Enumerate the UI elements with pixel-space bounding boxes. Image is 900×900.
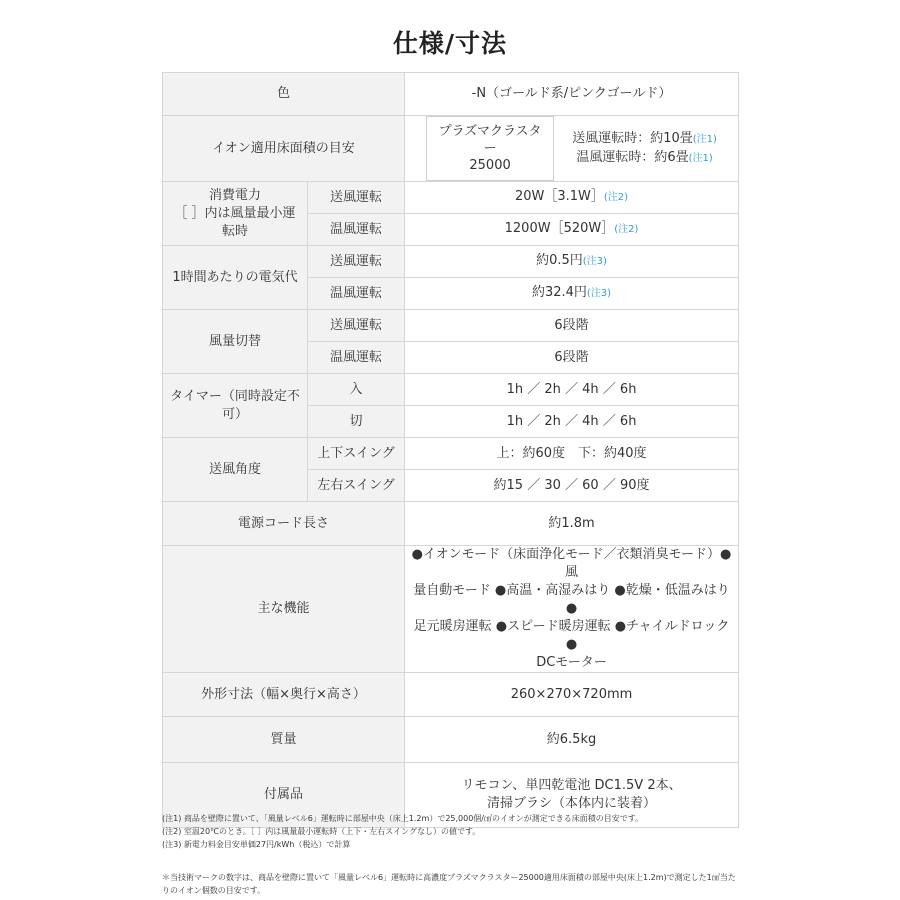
footnotes <box>162 812 752 897</box>
row-airflow-fan <box>163 310 739 342</box>
features-line2: 量自動モード ●高温・高湿みはり ●乾燥・低温みはり ● <box>413 583 730 616</box>
features-line4: DCモーター <box>536 655 607 670</box>
cost-label: 1時間あたりの電気代 <box>163 246 308 310</box>
features-value <box>405 546 739 673</box>
power-label-line2: ［ ］内は風量最小運転時 <box>174 205 296 239</box>
cost-heat-text: 約32.4円 <box>531 285 587 300</box>
timer-label: タイマー（同時設定不可） <box>163 374 308 438</box>
angle-label: 送風角度 <box>163 438 308 502</box>
angle-horizontal-label: 左右スイング <box>308 470 405 502</box>
weight-label: 質量 <box>163 717 405 763</box>
row-ion-area <box>163 116 739 182</box>
accessories-label: 付属品 <box>163 763 405 828</box>
color-value: -N（ゴールド系/ピンクゴールド） <box>405 73 739 116</box>
page-title: 仕様/寸法 <box>392 29 508 58</box>
angle-vertical-value: 上：約60度 下：約40度 <box>405 438 739 470</box>
airflow-fan-label: 送風運転 <box>308 310 405 342</box>
power-fan-value <box>405 182 739 214</box>
airflow-label: 風量切替 <box>163 310 308 374</box>
cost-heat-label: 温風運転 <box>308 278 405 310</box>
cost-heat-note: (注3) <box>586 288 612 299</box>
timer-off-label: 切 <box>308 406 405 438</box>
features-line3: 足元暖房運転 ●スピード暖房運転 ●チャイルドロック ● <box>413 619 730 652</box>
cost-fan-value <box>405 246 739 278</box>
power-fan-text: 20W［3.1W］ <box>514 189 604 204</box>
row-dimensions <box>163 673 739 717</box>
plasma-cluster-box <box>426 116 554 181</box>
fan-area-note: (注1) <box>692 133 717 145</box>
fan-area-text: 送風運転時：約10畳 <box>572 130 693 146</box>
power-fan-label: 送風運転 <box>308 182 405 214</box>
row-weight <box>163 717 739 763</box>
cost-fan-note: (注3) <box>582 256 607 267</box>
color-label: 色 <box>163 73 405 116</box>
power-label <box>163 182 308 246</box>
footnote-2: (注2) 室温20℃のとき。［ ］内は風量最小運転時（上下・左右スイングなし）の値です。 <box>162 827 481 836</box>
power-heat-note: (注2) <box>614 224 639 235</box>
cord-label: 電源コード長さ <box>163 502 405 546</box>
cost-fan-label: 送風運転 <box>308 246 405 278</box>
power-fan-note: (注2) <box>603 192 629 203</box>
footnote-3: (注3) 新電力料金目安単価27円/kWh（税込）で計算 <box>162 840 351 849</box>
features-label: 主な機能 <box>163 546 405 673</box>
row-color <box>163 73 739 116</box>
row-cost-fan <box>163 246 739 278</box>
footnote-1: (注1) 商品を壁際に置いて、「風量レベル6」運転時に部屋中央（床上1.2m）で25,000個/㎤のイオンが測定できる床面積の目安です。 <box>162 814 644 823</box>
row-angle-vertical <box>163 438 739 470</box>
angle-vertical-label: 上下スイング <box>308 438 405 470</box>
airflow-fan-value: 6段階 <box>405 310 739 342</box>
timer-on-value: 1h ／ 2h ／ 4h ／ 6h <box>405 374 739 406</box>
power-label-line1: 消費電力 <box>208 187 261 203</box>
dimensions-value: 260×270×720mm <box>405 673 739 717</box>
cost-fan-text: 約0.5円 <box>536 253 583 268</box>
dimensions-label: 外形寸法（幅×奥行×高さ） <box>163 673 405 717</box>
heat-area-note: (注1) <box>688 152 713 164</box>
cord-value: 約1.8m <box>405 502 739 546</box>
power-heat-text: 1200W［520W］ <box>504 221 615 236</box>
power-heat-value <box>405 214 739 246</box>
power-heat-label: 温風運転 <box>308 214 405 246</box>
ion-area-label: イオン適用床面積の目安 <box>163 116 405 182</box>
weight-value: 約6.5kg <box>405 717 739 763</box>
timer-on-label: 入 <box>308 374 405 406</box>
spec-table <box>162 72 739 828</box>
row-cord <box>163 502 739 546</box>
mark-note-line1: ＊当技術マークの数字は、商品を壁際に置いて「風量レベル6」運転時に高濃度プラズマクラスター25000適用床面積の部屋中央(床上1.2m)で測定した1㎤当た <box>162 873 736 882</box>
accessories-line1: リモコン、単四乾電池 DC1.5V 2本、 <box>461 778 682 793</box>
row-timer-on <box>163 374 739 406</box>
plasma-box-line1: プラズマクラスター <box>438 124 542 156</box>
airflow-heat-value: 6段階 <box>405 342 739 374</box>
timer-off-value: 1h ／ 2h ／ 4h ／ 6h <box>405 406 739 438</box>
row-power-fan <box>163 182 739 214</box>
row-features <box>163 546 739 673</box>
airflow-heat-label: 温風運転 <box>308 342 405 374</box>
ion-area-value <box>405 116 739 182</box>
plasma-box-line2: 25000 <box>469 158 511 173</box>
features-line1: ●イオンモード（床面浄化モード／衣類消臭モード）●風 <box>411 547 732 580</box>
heat-area-text: 温風運転時：約6畳 <box>576 149 689 165</box>
accessories-line2: 清掃ブラシ（本体内に装着） <box>487 796 657 811</box>
mark-note-line2: りのイオン個数の目安です。 <box>162 886 266 895</box>
angle-horizontal-value: 約15 ／ 30 ／ 60 ／ 90度 <box>405 470 739 502</box>
cost-heat-value <box>405 278 739 310</box>
ion-area-values <box>572 130 717 168</box>
